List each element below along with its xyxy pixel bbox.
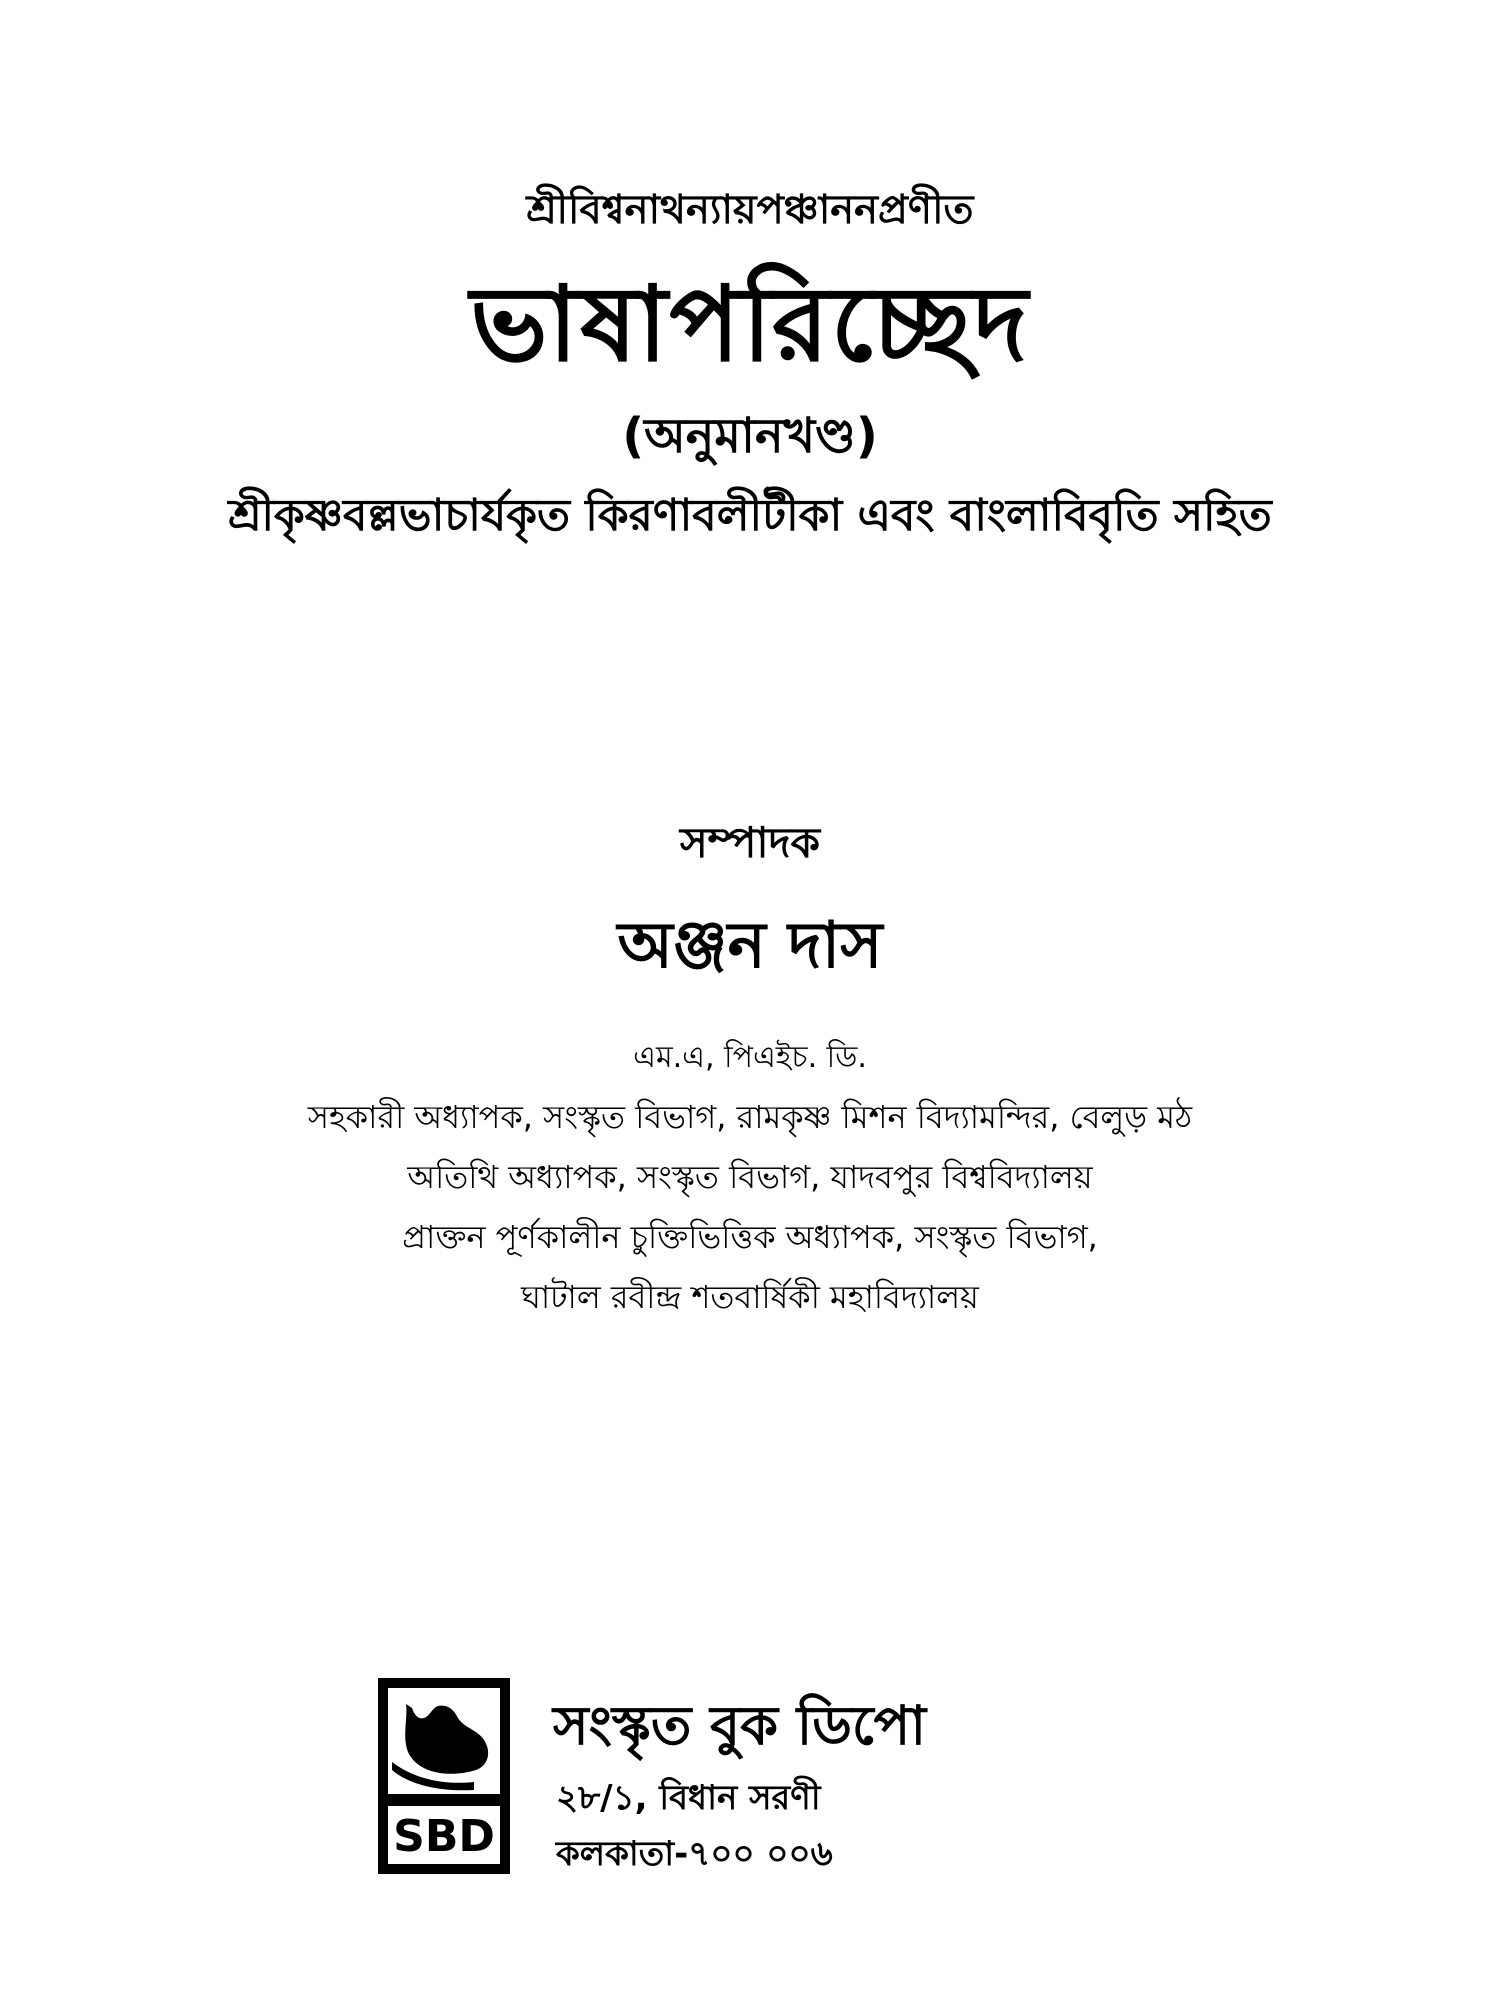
author-attribution: শ্রীবিশ্বনাথন্যায়পঞ্চাননপ্রণীত bbox=[526, 187, 974, 233]
publisher-logo bbox=[378, 1678, 510, 1874]
editor-degree: এম.এ, পিএইচ. ডি. bbox=[633, 1040, 867, 1075]
editor-name: অঞ্জন দাস bbox=[617, 909, 883, 983]
publisher-logo-text: SBD bbox=[393, 1811, 495, 1862]
editor-affiliation: অতিথি অধ্যাপক, সংস্কৃত বিভাগ, যাদবপুর বিশ্ববিদ্যালয় bbox=[407, 1158, 1093, 1196]
commentary-line: শ্রীকৃষ্ণবল্লভাচার্যকৃত কিরণাবলীটীকা এবং বাংলাবিবৃতি সহিত bbox=[228, 490, 1272, 541]
publisher-block bbox=[378, 1678, 1178, 1878]
editor-affiliation: ঘাটাল রবীন্দ্র শতবার্ষিকী মহাবিদ্যালয় bbox=[521, 1278, 979, 1316]
editor-affiliation: প্রাক্তন পূর্ণকালীন চুক্তিভিত্তিক অধ্যাপক, সংস্কৃত বিভাগ, bbox=[402, 1218, 1098, 1256]
publisher-city: কলকাতা-৭০০ ০০৬ bbox=[556, 1834, 833, 1874]
editor-affiliation: সহকারী অধ্যাপক, সংস্কৃত বিভাগ, রামকৃষ্ণ মিশন বিদ্যামন্দির, বেলুড় মঠ bbox=[307, 1098, 1193, 1136]
publisher-address: ২৮/১, বিধান সরণী bbox=[556, 1778, 821, 1818]
editor-label: সম্পাদক bbox=[679, 818, 821, 867]
book-title: ভাষাপরিচ্ছেদ bbox=[470, 263, 1030, 385]
publisher-name: সংস্কৃত বুক ডিপো bbox=[553, 1694, 926, 1757]
book-part: (অনুমানখণ্ড) bbox=[622, 408, 878, 464]
